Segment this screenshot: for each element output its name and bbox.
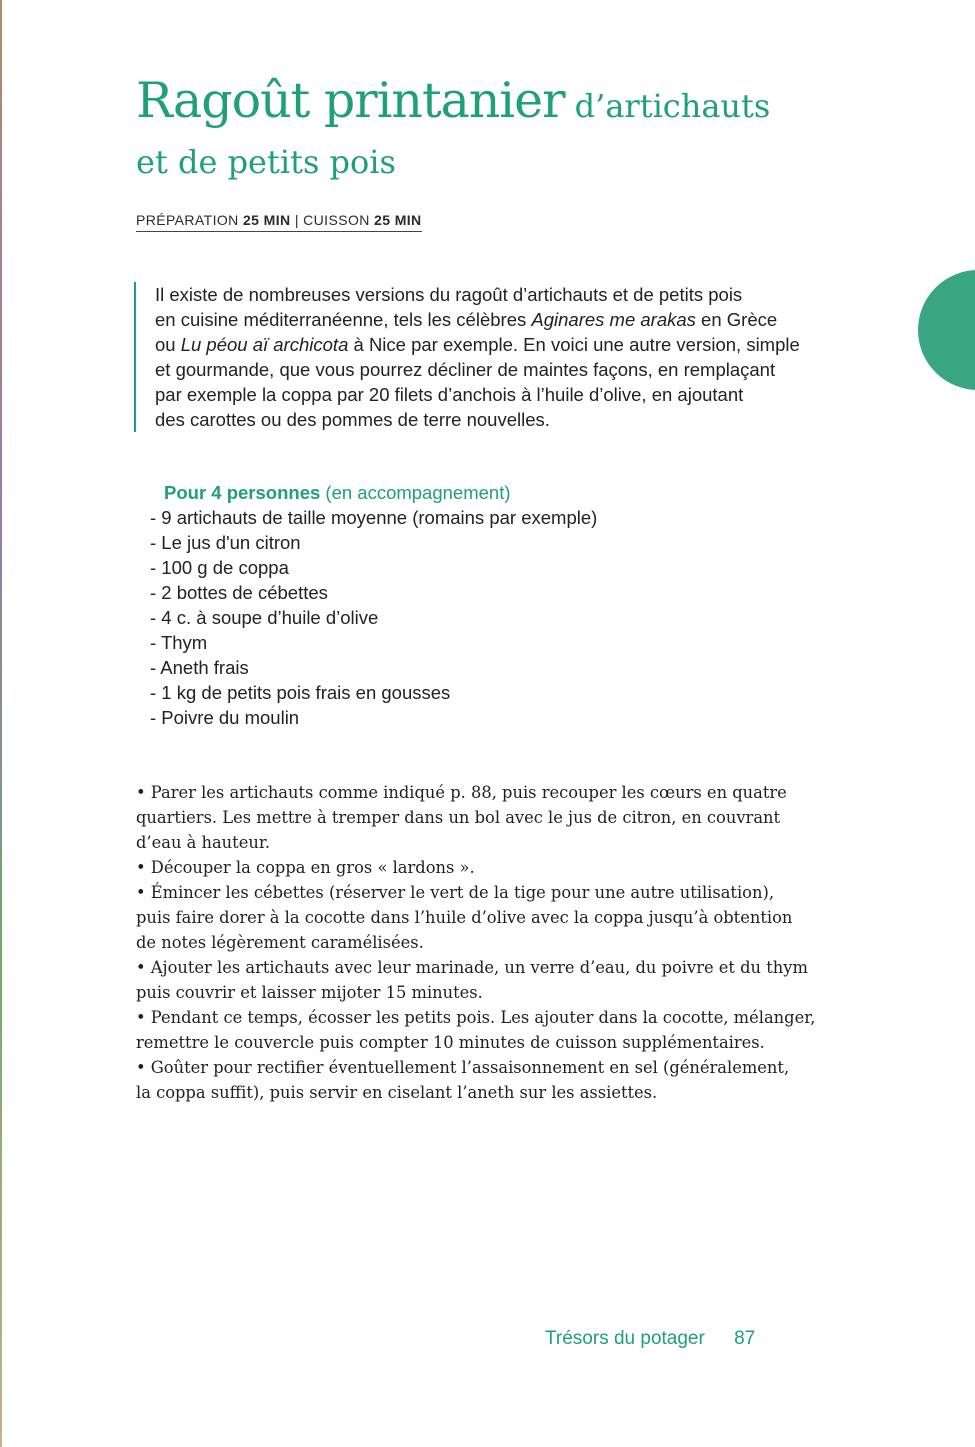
- step-line: quartiers. Les mettre à tremper dans un bol avec le jus de citron, en couvrant: [136, 808, 781, 827]
- ingredient-item: - 2 bottes de cébettes: [150, 582, 328, 603]
- green-circle-decoration: [918, 270, 975, 390]
- page-footer: [545, 1328, 755, 1350]
- ingredients-section: [150, 480, 597, 730]
- intro-paragraph: [134, 282, 885, 432]
- step-line: la coppa suffit), puis servir en ciselant l’aneth sur les assiettes.: [136, 1083, 658, 1102]
- step-line: de notes légèrement caramélisées.: [136, 933, 424, 952]
- cook-label: CUISSON: [303, 212, 370, 228]
- page-edge-strip: [0, 0, 2, 1447]
- title-sub-2: et de petits pois: [136, 143, 396, 181]
- step-line: • Émincer les cébettes (réserver le vert de la tige pour une autre utilisation),: [136, 883, 774, 902]
- ingredient-item: - 4 c. à soupe d’huile d’olive: [150, 607, 379, 628]
- ingredient-item: - Thym: [150, 632, 208, 653]
- recipe-steps: [136, 780, 856, 1105]
- intro-line: des carottes ou des pommes de terre nouvelles.: [155, 409, 550, 430]
- intro-line: Il existe de nombreuses versions du ragoût d’artichauts et de petits pois: [155, 284, 743, 305]
- ingredient-item: - Le jus d'un citron: [150, 532, 301, 553]
- ingredient-item: - Aneth frais: [150, 657, 249, 678]
- servings-heading: Pour 4 personnes (en accompagnement): [164, 482, 511, 503]
- dish-name-nice: Lu péou aï archicota: [180, 334, 349, 355]
- section-title: Trésors du potager: [545, 1328, 705, 1349]
- prep-label: PRÉPARATION: [136, 212, 239, 228]
- prep-value: 25 MIN: [242, 212, 291, 228]
- dish-name-greek: Aginares me arakas: [531, 309, 696, 330]
- step-line: • Ajouter les artichauts avec leur marinade, un verre d’eau, du poivre et du thym: [136, 958, 808, 977]
- intro-line: en cuisine méditerranéenne, tels les célèbres Aginares me arakas en Grèce: [155, 309, 778, 330]
- step-line: d’eau à hauteur.: [136, 833, 270, 852]
- ingredient-item: - 100 g de coppa: [150, 557, 289, 578]
- timing-separator: |: [294, 212, 299, 228]
- step-line: • Pendant ce temps, écosser les petits pois. Les ajouter dans la cocotte, mélanger,: [136, 1008, 816, 1027]
- ingredient-item: - Poivre du moulin: [150, 707, 300, 728]
- ingredient-item: - 9 artichauts de taille moyenne (romains par exemple): [150, 507, 598, 528]
- step-line: • Goûter pour rectifier éventuellement l’assaisonnement en sel (généralement,: [136, 1058, 790, 1077]
- step-line: puis couvrir et laisser mijoter 15 minutes.: [136, 983, 483, 1002]
- step-line: puis faire dorer à la cocotte dans l’huile d’olive avec la coppa jusqu’à obtention: [136, 908, 793, 927]
- page-number: 87: [734, 1328, 756, 1349]
- ingredient-item: - 1 kg de petits pois frais en gousses: [150, 682, 451, 703]
- title-main: Ragoût printanier: [136, 72, 565, 129]
- step-line: remettre le couvercle puis compter 10 minutes de cuisson supplémentaires.: [136, 1033, 765, 1052]
- step-line: • Parer les artichauts comme indiqué p. 88, puis recouper les cœurs en quatre: [136, 783, 787, 802]
- intro-line: et gourmande, que vous pourrez décliner de maintes façons, en remplaçant: [155, 359, 776, 380]
- intro-line: ou Lu péou aï archicota à Nice par exemple. En voici une autre version, simple: [155, 334, 800, 355]
- step-line: • Découper la coppa en gros « lardons ».: [136, 858, 475, 877]
- title-sub-1: d’artichauts: [574, 87, 771, 125]
- cook-value: 25 MIN: [374, 212, 422, 228]
- recipe-timing: [136, 212, 422, 232]
- ingredient-list: [150, 505, 597, 730]
- recipe-title: [136, 72, 771, 181]
- intro-line: par exemple la coppa par 20 filets d’anchois à l’huile d’olive, en ajoutant: [155, 384, 744, 405]
